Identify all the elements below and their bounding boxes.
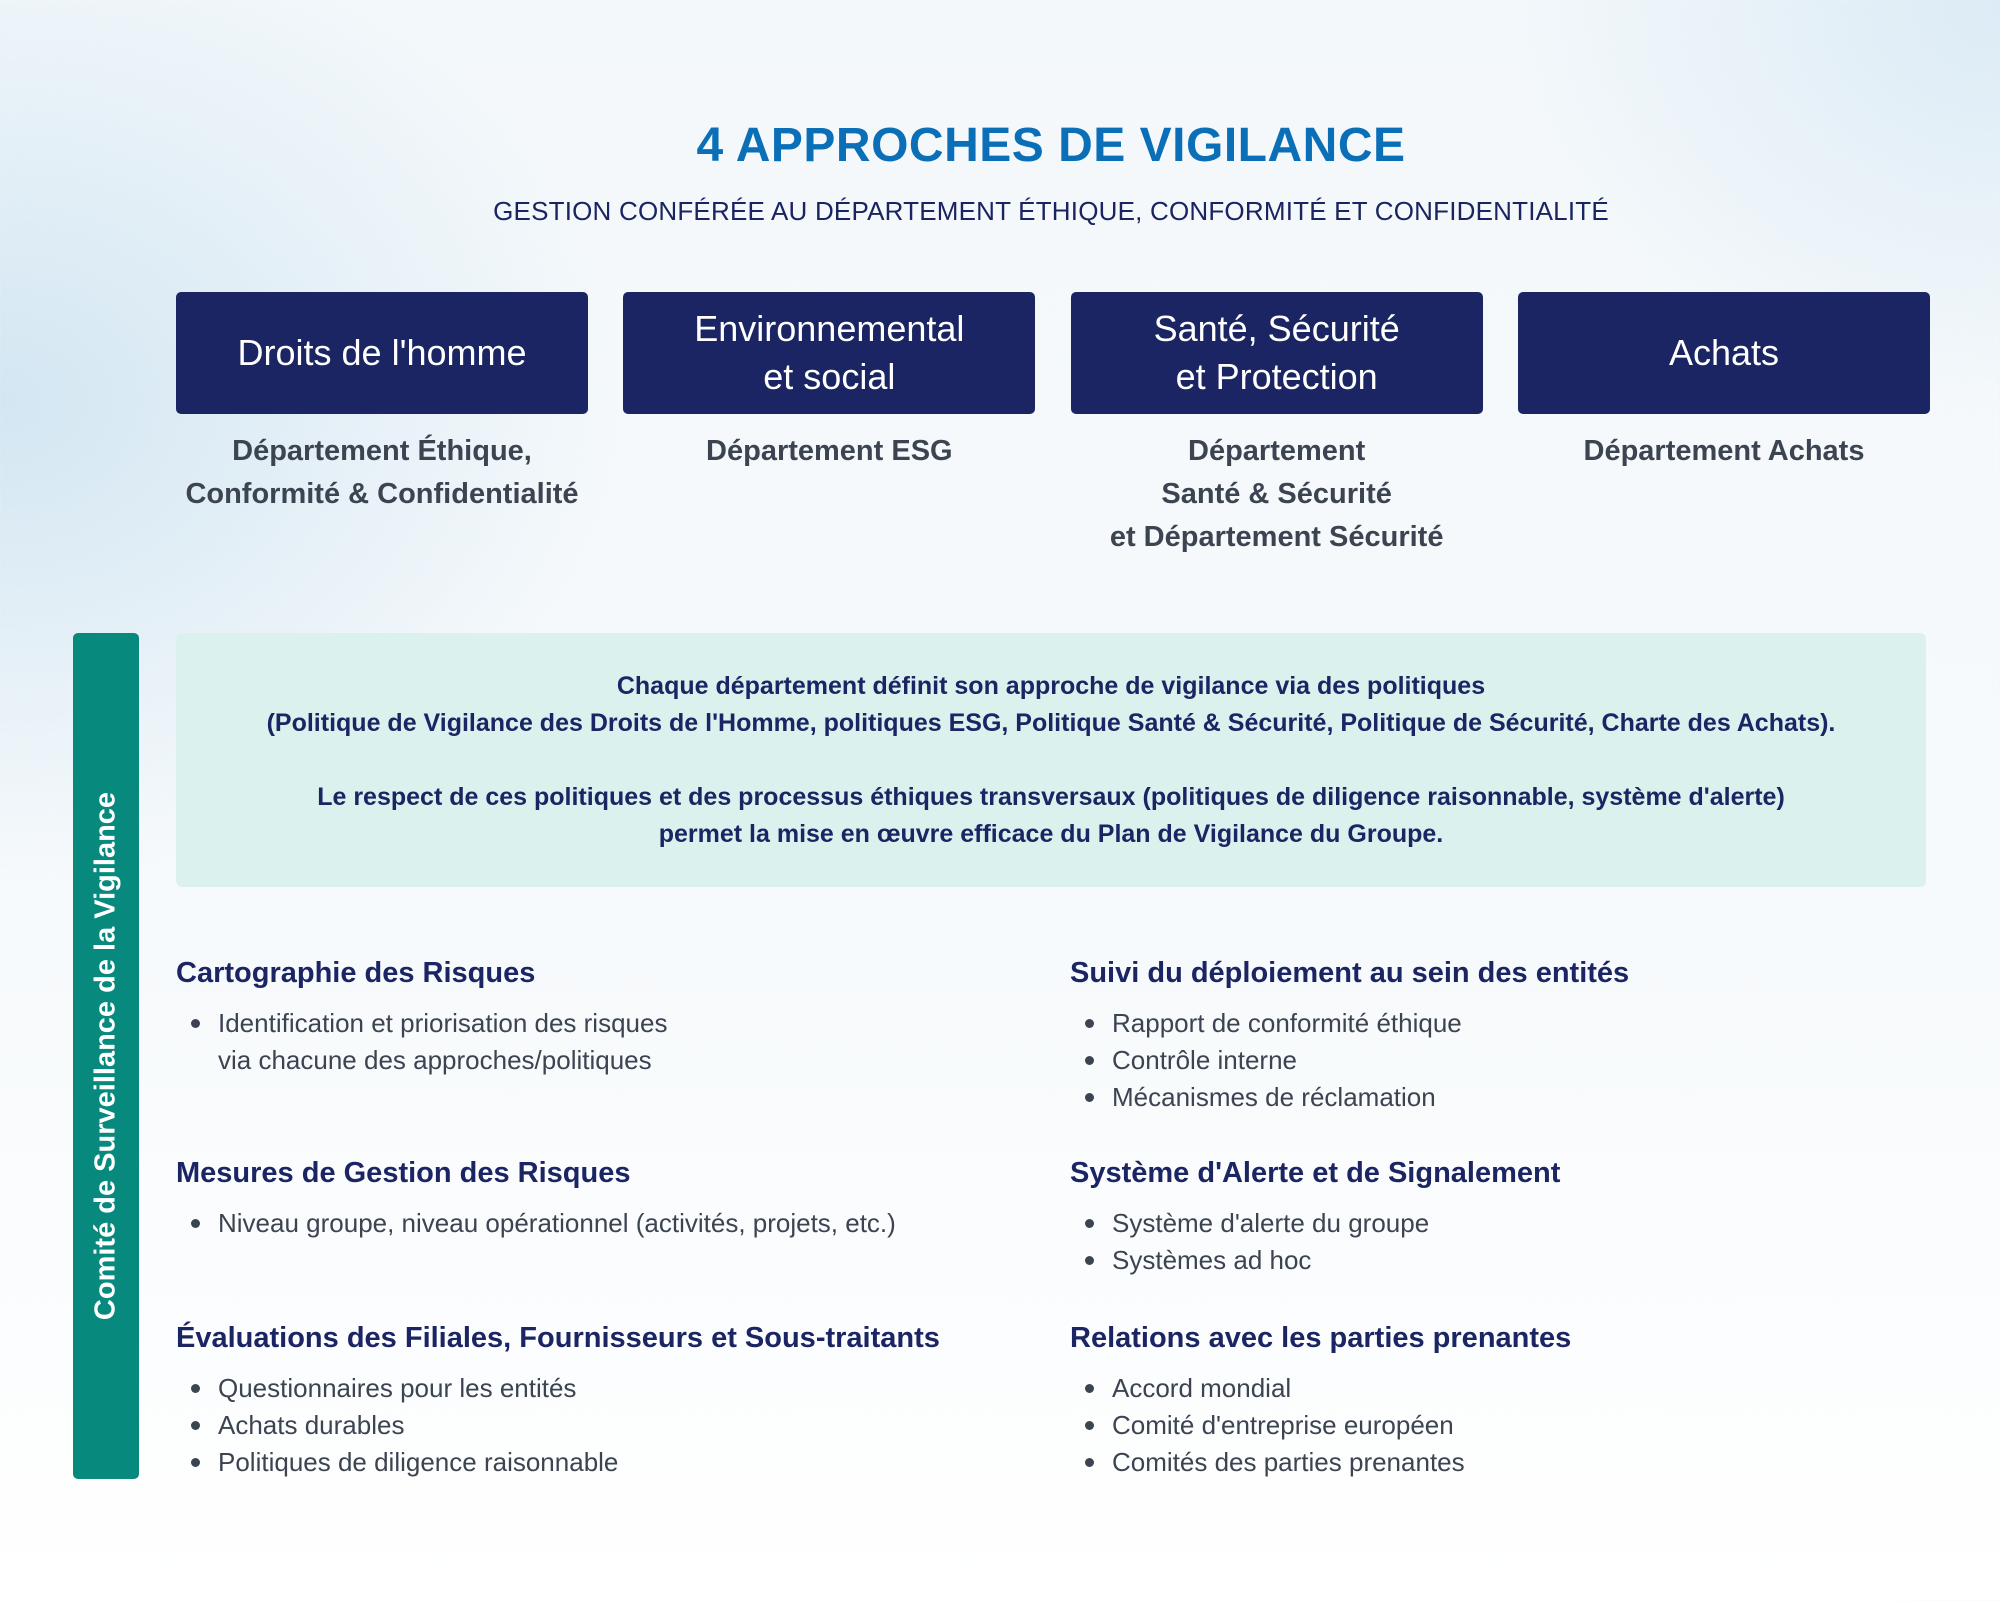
approach-health-safety: [1071, 292, 1483, 559]
list-item: [1070, 1205, 1950, 1242]
approach-purchasing: [1518, 292, 1930, 559]
list-item: [176, 1205, 1070, 1242]
approach-department: Département Achats: [1583, 435, 1865, 467]
approach-department: Département Santé & Sécurité et Département Sécurité: [1109, 435, 1444, 553]
bullet-icon: [191, 1458, 200, 1467]
section-deployment-monitoring: [1070, 953, 1950, 1153]
approach-department: Département Éthique, Conformité & Confidentialité: [185, 435, 579, 510]
section-title: Cartographie des Risques: [176, 957, 536, 989]
list-item: [176, 1444, 1070, 1481]
list-item-text: Rapport de conformité éthique: [1112, 1008, 1462, 1038]
bullet-icon: [1085, 1056, 1094, 1065]
bullet-icon: [1085, 1219, 1094, 1228]
bullet-icon: [191, 1384, 200, 1393]
sections-grid: [176, 953, 1956, 1478]
bullet-icon: [191, 1421, 200, 1430]
section-list: [176, 1005, 1070, 1079]
approach-box: Santé, Sécurité et Protection: [1071, 292, 1483, 414]
list-item: [1070, 1407, 1950, 1444]
list-item-text: Accord mondial: [1112, 1373, 1292, 1403]
bullet-icon: [1085, 1093, 1094, 1102]
bullet-icon: [1085, 1421, 1094, 1430]
list-item: [1070, 1005, 1950, 1042]
bullet-icon: [1085, 1384, 1094, 1393]
section-title: Suivi du déploiement au sein des entités: [1070, 957, 1630, 989]
list-item-text: Système d'alerte du groupe: [1112, 1208, 1430, 1238]
section-title: Relations avec les parties prenantes: [1070, 1322, 1572, 1354]
info-paragraph: Chaque département définit son approche de vigilance via des politiques (Politique de Vigilance des Droits de l'Homme, politiques ESG, Politique Santé & Sécurité, Politique de Sécurité, Charte des Achats).: [266, 671, 1836, 737]
list-item-text: Identification et priorisation des risques via chacune des approches/politiques: [218, 1008, 668, 1075]
list-item-text: Politiques de diligence raisonnable: [218, 1447, 619, 1477]
list-item: [1070, 1444, 1950, 1481]
page-subtitle: GESTION CONFÉRÉE AU DÉPARTEMENT ÉTHIQUE, CONFORMITÉ ET CONFIDENTIALITÉ: [493, 196, 1609, 226]
section-evaluations: [176, 1318, 1070, 1478]
list-item: [176, 1407, 1070, 1444]
approach-box: Droits de l'homme: [176, 292, 588, 414]
list-item: [1070, 1370, 1950, 1407]
info-panel: [176, 633, 1926, 887]
approach-human-rights: [176, 292, 588, 559]
section-list: [176, 1370, 1070, 1481]
info-paragraph: Le respect de ces politiques et des processus éthiques transversaux (politiques de diligence raisonnable, système d'alerte) permet la mise en œuvre efficace du Plan de Vigilance du Groupe.: [317, 782, 1785, 848]
section-alert-system: [1070, 1153, 1950, 1318]
list-item: [1070, 1042, 1950, 1079]
list-item: [176, 1005, 1070, 1079]
section-title: Mesures de Gestion des Risques: [176, 1157, 631, 1189]
section-risk-mapping: [176, 953, 1070, 1153]
list-item-text: Mécanismes de réclamation: [1112, 1082, 1436, 1112]
bullet-icon: [1085, 1019, 1094, 1028]
section-list: [1070, 1370, 1950, 1481]
approaches-row: [176, 292, 1930, 559]
list-item: [1070, 1242, 1950, 1279]
bullet-icon: [191, 1019, 200, 1028]
list-item-text: Comité d'entreprise européen: [1112, 1410, 1454, 1440]
approach-box: Achats: [1518, 292, 1930, 414]
bullet-icon: [1085, 1458, 1094, 1467]
list-item-text: Niveau groupe, niveau opérationnel (activités, projets, etc.): [218, 1208, 896, 1238]
list-item-text: Comités des parties prenantes: [1112, 1447, 1465, 1477]
section-stakeholder-relations: [1070, 1318, 1950, 1478]
section-list: [1070, 1005, 1950, 1116]
section-list: [1070, 1205, 1950, 1279]
bullet-icon: [191, 1219, 200, 1228]
vigilance-committee-bar: [73, 633, 139, 1479]
page-title: 4 APPROCHES DE VIGILANCE: [696, 119, 1406, 172]
list-item-text: Systèmes ad hoc: [1112, 1245, 1312, 1275]
list-item-text: Contrôle interne: [1112, 1045, 1297, 1075]
section-list: [176, 1205, 1070, 1242]
section-risk-management: [176, 1153, 1070, 1318]
section-title: Système d'Alerte et de Signalement: [1070, 1157, 1561, 1189]
list-item-text: Questionnaires pour les entités: [218, 1373, 577, 1403]
approach-box: Environnemental et social: [623, 292, 1035, 414]
list-item: [1070, 1079, 1950, 1116]
approach-environmental-social: [623, 292, 1035, 559]
bullet-icon: [1085, 1256, 1094, 1265]
vigilance-committee-label: Comité de Surveillance de la Vigilance: [89, 791, 122, 1321]
approach-department: Département ESG: [706, 435, 953, 467]
list-item: [176, 1370, 1070, 1407]
list-item-text: Achats durables: [218, 1410, 405, 1440]
section-title: Évaluations des Filiales, Fournisseurs et Sous-traitants: [176, 1322, 940, 1354]
